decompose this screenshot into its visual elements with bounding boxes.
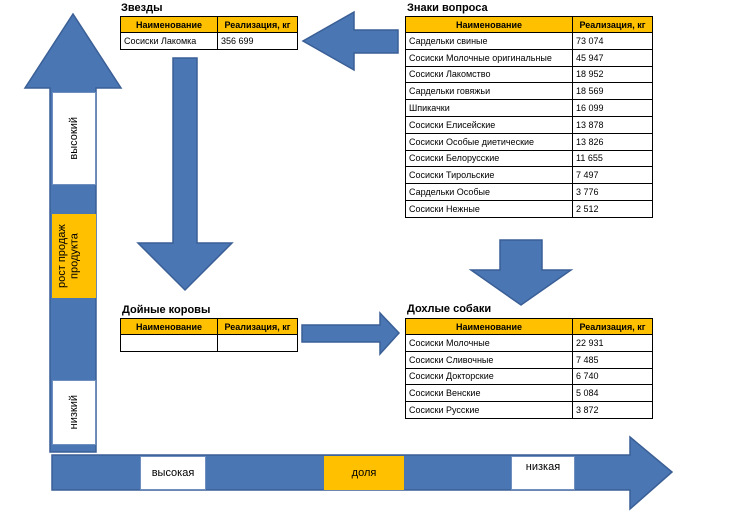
column-header: Реализация, кг <box>218 17 298 33</box>
table-row <box>121 33 298 50</box>
arrow-to-stars <box>303 12 398 70</box>
dogs-table <box>405 318 653 419</box>
vertical-axis-low-label: низкий <box>52 380 96 445</box>
column-header: Наименование <box>406 319 573 335</box>
sales-kg-cell: 18 569 <box>573 83 653 100</box>
cash-cows-table <box>120 318 298 352</box>
sales-kg-cell: 13 878 <box>573 116 653 133</box>
stars-title: Звезды <box>121 2 163 14</box>
horizontal-axis-high-label: высокая <box>140 456 206 490</box>
product-name-cell: Сосиски Лакомка <box>121 33 218 50</box>
vertical-axis-high-label: высокий <box>52 92 96 185</box>
table-row <box>406 33 653 50</box>
table-row <box>406 83 653 100</box>
product-name-cell: Сосиски Венские <box>406 385 573 402</box>
product-name-cell: Сосиски Елисейские <box>406 116 573 133</box>
sales-kg-cell: 22 931 <box>573 335 653 352</box>
stars-table <box>120 16 298 50</box>
table-row <box>121 335 298 352</box>
sales-kg-cell: 3 872 <box>573 402 653 419</box>
table-row <box>406 402 653 419</box>
sales-kg-cell: 73 074 <box>573 33 653 50</box>
product-name-cell: Сосиски Белорусские <box>406 150 573 167</box>
table-row <box>406 150 653 167</box>
column-header: Реализация, кг <box>573 319 653 335</box>
table-row <box>406 368 653 385</box>
table-row <box>406 200 653 217</box>
cash-cows-title: Дойные коровы <box>122 304 211 316</box>
dogs-title: Дохлые собаки <box>407 303 492 315</box>
table-row <box>406 385 653 402</box>
product-name-cell: Сосиски Особые диетические <box>406 133 573 150</box>
question-marks-title: Знаки вопроса <box>407 2 488 14</box>
sales-kg-cell: 7 497 <box>573 167 653 184</box>
product-name-cell: Шпикачки <box>406 100 573 117</box>
vertical-axis-title: рост продаж продукта <box>52 214 96 298</box>
table-row <box>406 49 653 66</box>
column-header: Наименование <box>121 319 218 335</box>
table-row <box>406 116 653 133</box>
sales-kg-cell: 2 512 <box>573 200 653 217</box>
sales-kg-cell <box>218 335 298 352</box>
sales-kg-cell: 16 099 <box>573 100 653 117</box>
horizontal-axis-low-label: низкая <box>511 456 575 490</box>
product-name-cell: Сосиски Докторские <box>406 368 573 385</box>
sales-kg-cell: 7 485 <box>573 351 653 368</box>
sales-kg-cell: 3 776 <box>573 184 653 201</box>
product-name-cell: Сосиски Русские <box>406 402 573 419</box>
sales-kg-cell: 18 952 <box>573 66 653 83</box>
sales-kg-cell: 11 655 <box>573 150 653 167</box>
product-name-cell: Сардельки говяжьи <box>406 83 573 100</box>
product-name-cell: Сосиски Нежные <box>406 200 573 217</box>
product-name-cell: Сосиски Молочные оригинальные <box>406 49 573 66</box>
arrow-to-dogs <box>471 240 571 305</box>
product-name-cell: Сосиски Сливочные <box>406 351 573 368</box>
arrow-to-cash-cows <box>138 58 232 290</box>
table-row <box>406 335 653 352</box>
column-header: Реализация, кг <box>573 17 653 33</box>
table-row <box>406 66 653 83</box>
product-name-cell <box>121 335 218 352</box>
sales-kg-cell: 6 740 <box>573 368 653 385</box>
question-marks-table <box>405 16 653 218</box>
sales-kg-cell: 45 947 <box>573 49 653 66</box>
sales-kg-cell: 356 699 <box>218 33 298 50</box>
table-row <box>406 351 653 368</box>
sales-kg-cell: 13 826 <box>573 133 653 150</box>
column-header: Реализация, кг <box>218 319 298 335</box>
product-name-cell: Сосиски Тирольские <box>406 167 573 184</box>
column-header: Наименование <box>121 17 218 33</box>
table-row <box>406 100 653 117</box>
product-name-cell: Сардельки Особые <box>406 184 573 201</box>
product-name-cell: Сосиски Молочные <box>406 335 573 352</box>
arrow-to-dogs-right <box>302 313 399 354</box>
product-name-cell: Сосиски Лакомство <box>406 66 573 83</box>
product-name-cell: Сардельки свиные <box>406 33 573 50</box>
sales-kg-cell: 5 084 <box>573 385 653 402</box>
table-row <box>406 133 653 150</box>
column-header: Наименование <box>406 17 573 33</box>
table-row <box>406 167 653 184</box>
horizontal-axis-title: доля <box>324 456 404 490</box>
table-row <box>406 184 653 201</box>
